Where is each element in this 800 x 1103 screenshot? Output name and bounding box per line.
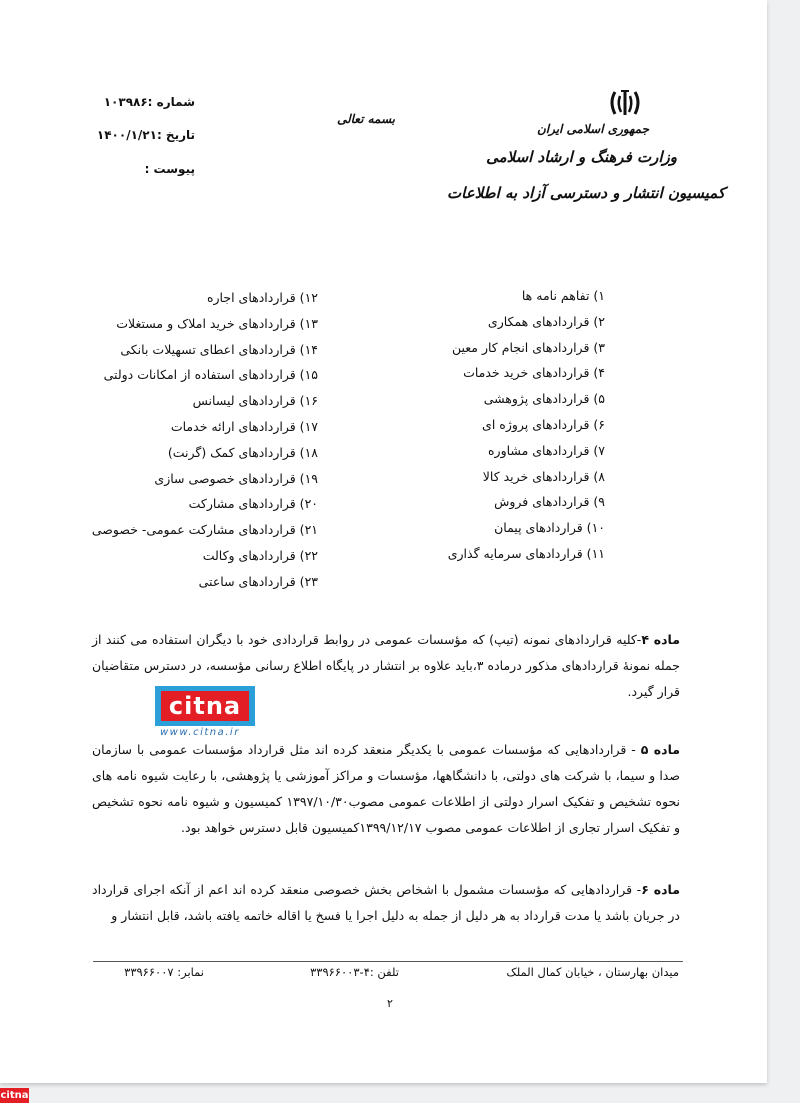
contract-type-item: ۷) قراردادهای مشاوره	[488, 442, 605, 458]
citna-corner-logo: citna	[0, 1090, 29, 1101]
commission-name: کمیسیون انتشار و دسترسی آزاد به اطلاعات	[447, 184, 725, 202]
contract-type-item: ۵) قراردادهای پژوهشی	[483, 391, 605, 407]
article-title: ماده ۶	[641, 882, 680, 897]
letter-date: تاریخ :۱۴۰۰/۱/۲۱	[96, 128, 195, 142]
iran-emblem-icon	[607, 88, 643, 118]
article-title: ماده ۴	[641, 632, 680, 647]
contract-type-item: ۱۰) قراردادهای پیمان	[494, 520, 605, 536]
article-6	[92, 877, 680, 929]
footer-divider	[93, 961, 683, 962]
footer-address: میدان بهارستان ، خیابان کمال الملک	[506, 965, 679, 979]
contract-type-item: ۱۱) قراردادهای سرمایه گذاری	[447, 545, 605, 561]
contract-type-item: ۹) قراردادهای فروش	[494, 494, 605, 510]
article-5	[92, 737, 680, 841]
contract-type-item: ۲۱) قراردادهای مشارکت عمومی- خصوصی	[91, 522, 318, 538]
ministry-name: وزارت فرهنگ و ارشاد اسلامی	[486, 148, 677, 166]
contract-type-item: ۴) قراردادهای خرید خدمات	[463, 365, 605, 381]
article-text: -کلیه قراردادهای نمونه (تیپ) که مؤسسات عمومی در روابط قراردادی خود با دیگران استفاده می کنند از جمله نمونهٔ قراردادهای مذکور درماده ۳،باید علاوه بر انتشار در پایگاه اطلاع رسانی مؤسسه، در دسترس متقاضیان قرار گیرد.	[92, 632, 680, 699]
contract-type-item: ۲۳) قراردادهای ساعتی	[198, 573, 318, 589]
contract-type-item: ۶) قراردادهای پروژه ای	[482, 416, 605, 432]
page-number: ۲	[387, 997, 393, 1010]
citna-watermark-logo	[155, 686, 255, 726]
footer-phone: تلفن :۴-۳۳۹۶۶۰۰۳	[310, 965, 399, 979]
contract-list-right	[448, 283, 605, 567]
contract-type-item: ۱۳) قراردادهای خرید املاک و مستغلات	[116, 315, 318, 331]
bismillah: بسمه تعالی	[336, 112, 396, 126]
contract-type-item: ۱۸) قراردادهای کمک (گرنت)	[167, 444, 318, 460]
contract-type-item: ۱۹) قراردادهای خصوصی سازی	[154, 470, 318, 486]
contract-type-item: ۲) قراردادهای همکاری	[487, 313, 605, 329]
article-title: ماده ۵	[640, 742, 680, 757]
citna-url: www.citna.ir	[160, 727, 240, 738]
country-name: جمهوری اسلامی ایران	[536, 122, 649, 136]
contract-type-item: ۱۴) قراردادهای اعطای تسهیلات بانکی	[120, 341, 318, 357]
contract-list-left	[92, 285, 318, 595]
footer-fax: نمابر: ۳۳۹۶۶۰۰۷	[124, 965, 204, 979]
contract-type-item: ۱۵) قراردادهای استفاده از امکانات دولتی	[103, 367, 318, 383]
contract-type-item: ۱) تفاهم نامه ها	[521, 288, 605, 303]
contract-type-item: ۲۰) قراردادهای مشارکت	[188, 496, 318, 512]
article-text: - قراردادهایی که مؤسسات عمومی با یکدیگر منعقد کرده اند مثل قرارداد مؤسسات عمومی با سازمان صدا و سیما، با شرکت های دولتی، با دانشگاهها، مؤسسات و مراکز آموزشی یا پژوهشی، با رعایت شیوه نامه های نحوه تشخیص و تفکیک اسرار دولتی از اطلاعات عمومی مصوب۱۳۹۷/۱۰/۳۰ کمیسیون و شیوه نامه نحوه تشخیص و تفکیک اسرار تجاری از اطلاعات عمومی مصوب ۱۳۹۹/۱۲/۱۷کمیسیون قابل دسترس خواهد بود.	[92, 742, 680, 835]
contract-type-item: ۱۶) قراردادهای لیسانس	[192, 393, 318, 409]
letter-attachment: پیوست :	[144, 162, 195, 176]
contract-type-item: ۲۲) قراردادهای وکالت	[202, 547, 318, 563]
contract-type-item: ۳) قراردادهای انجام کار معین	[451, 339, 605, 355]
contract-type-item: ۱۷) قراردادهای ارائه خدمات	[170, 418, 318, 434]
citna-logo-text: citna	[161, 691, 249, 721]
contract-type-item: ۱۲) قراردادهای اجاره	[206, 290, 318, 305]
article-text: - قراردادهایی که مؤسسات مشمول با اشخاص بخش خصوصی منعقد کرده اند اعم از آنکه اجرای قرارداد در جریان باشد یا مدت قرارداد به هر دلیل از جمله به دلیل اجرا یا فسخ یا اقاله خاتمه یافته باشد، قابل انتشار و	[92, 882, 680, 923]
letter-number: شماره :۱۰۳۹۸۶	[103, 95, 195, 109]
contract-type-item: ۸) قراردادهای خرید کالا	[482, 468, 605, 484]
